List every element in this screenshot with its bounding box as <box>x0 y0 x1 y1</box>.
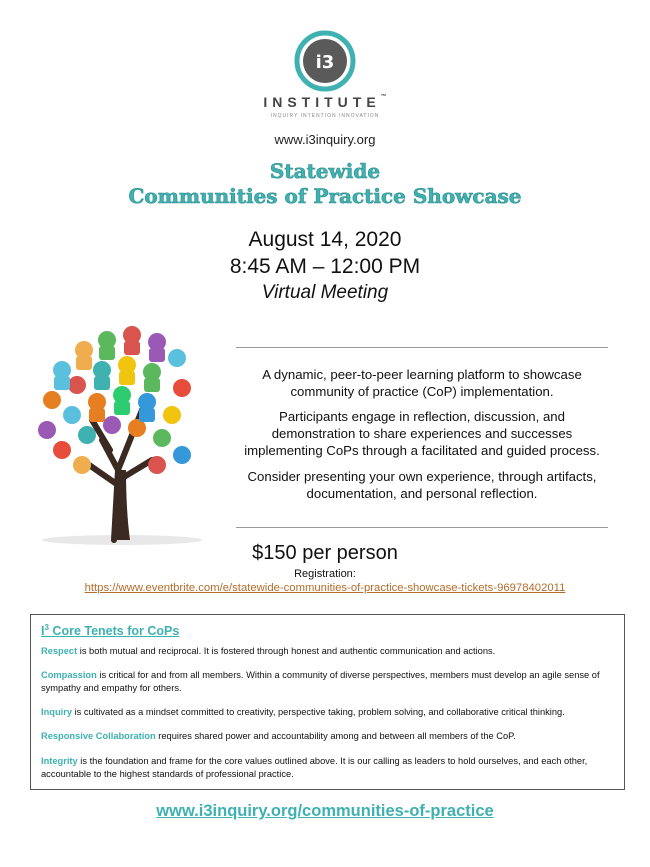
brand-tagline: INQUIRY INTENTION INNOVATION <box>270 113 380 119</box>
footer-link[interactable]: www.i3inquiry.org/communities-of-practice <box>156 802 494 820</box>
page-title-line2: Communities of Practice Showcase <box>128 184 522 208</box>
core-tenets-box <box>30 614 625 790</box>
i3-logo-icon <box>294 30 356 92</box>
event-time: 8:45 AM – 12:00 PM <box>229 255 421 278</box>
registration-link[interactable]: https://www.eventbrite.com/e/statewide-communities-of-practice-showcase-tickets-96978402011 <box>84 582 566 594</box>
tenet-responsive-collaboration: Responsive Collaboration requires shared power and accountability among and between all members of the CoP. <box>41 731 516 741</box>
registration-label: Registration: <box>294 568 356 580</box>
people-tree-illustration <box>22 310 222 550</box>
svg-text:i3: i3 <box>315 52 335 73</box>
tenet-integrity: Integrity is the foundation and frame for the core values outlined above. It is our calling as leaders to hold ourselves, and each other, accountable to the highest standards of professional practice. <box>41 756 588 779</box>
description-paragraph-2: Participants engage in reflection, discussion, and demonstration to share experiences and successes implementing CoPs through a facilitated and guided process. <box>244 409 600 458</box>
website-link[interactable]: www.i3inquiry.org <box>274 132 376 147</box>
tenet-inquiry: Inquiry is cultivated as a mindset committed to creativity, perspective taking, problem solving, and collaborative critical thinking. <box>41 707 565 717</box>
core-tenets-heading: $I^3$ Core Tenets for CoPs <box>41 623 180 639</box>
divider-bottom <box>236 527 608 528</box>
event-venue: Virtual Meeting <box>261 282 389 303</box>
page-title-line1: Statewide <box>269 159 381 183</box>
price: $150 per person <box>252 542 398 564</box>
event-date: August 14, 2020 <box>248 228 402 251</box>
divider-top <box>236 347 608 348</box>
description-paragraph-3: Consider presenting your own experience, through artifacts, documentation, and personal reflection. <box>247 469 597 501</box>
tenet-compassion: Compassion is critical for and from all members. Within a community of diverse perspectives, members must develop an agile sense of sympathy and empathy for others. <box>41 670 600 693</box>
brand-name: INSTITUTE™ <box>263 94 387 110</box>
description-paragraph-1: A dynamic, peer-to-peer learning platform to showcase community of practice (CoP) implementation. <box>262 367 582 399</box>
tenet-respect: Respect is both mutual and reciprocal. It is fostered through honest and authentic communication and actions. <box>41 646 496 656</box>
